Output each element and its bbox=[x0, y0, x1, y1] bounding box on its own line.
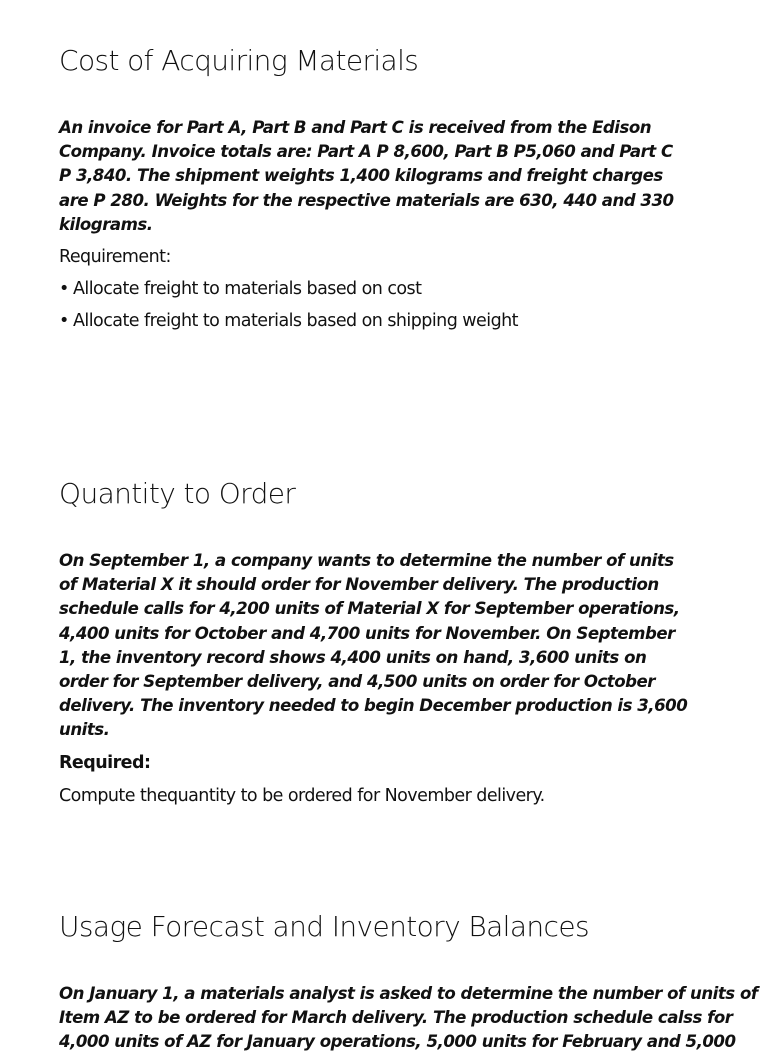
problem-line: of Material X it should order for November delivery. The production bbox=[59, 575, 659, 595]
slide-cost-of-acquiring-materials bbox=[59, 44, 719, 341]
problem-line: 1, the inventory record shows 4,400 units on hand, 3,600 units on bbox=[59, 647, 647, 667]
required-label: Required: bbox=[59, 752, 151, 773]
problem-line: P 3,840. The shipment weights 1,400 kilograms and freight charges bbox=[59, 166, 663, 186]
problem-line: are P 280. Weights for the respective materials are 630, 440 and 330 bbox=[59, 190, 674, 210]
problem-line: delivery. The inventory needed to begin December production is 3,600 bbox=[59, 696, 688, 716]
problem-statement bbox=[59, 549, 719, 743]
problem-line: On January 1, a materials analyst is asked to determine the number of units of bbox=[59, 984, 758, 1003]
problem-line: Company. Invoice totals are: Part A P 8,600, Part B P5,060 and Part C bbox=[59, 142, 673, 162]
bullet-icon: • bbox=[59, 311, 69, 332]
problem-line: 4,400 units for October and 4,700 units for November. On September bbox=[59, 623, 675, 643]
problem-statement bbox=[59, 982, 758, 1055]
problem-line: On September 1, a company wants to determine the number of units bbox=[59, 551, 674, 570]
slide-usage-forecast bbox=[59, 910, 758, 1055]
problem-line: Item AZ to be ordered for March delivery. The production schedule calss for bbox=[59, 1008, 733, 1028]
slide-quantity-to-order bbox=[59, 477, 719, 808]
requirement-list bbox=[59, 277, 719, 333]
requirement-item bbox=[59, 309, 719, 333]
problem-statement bbox=[59, 116, 719, 237]
slide-title: Usage Forecast and Inventory Balances bbox=[59, 910, 589, 943]
slide-title: Cost of Acquiring Materials bbox=[59, 44, 419, 77]
problem-line: 4,000 units of AZ for January operations, 5,000 units for February and 5,000 bbox=[59, 1032, 736, 1052]
requirement-item-text: Allocate freight to materials based on shipping weight bbox=[73, 311, 518, 332]
slide-title: Quantity to Order bbox=[59, 477, 296, 510]
problem-line: An invoice for Part A, Part B and Part C is received from the Edison bbox=[59, 118, 652, 137]
problem-line: units. bbox=[59, 720, 110, 740]
problem-line: schedule calls for 4,200 units of Material X for September operations, bbox=[59, 599, 680, 619]
requirement-label: Requirement: bbox=[59, 247, 171, 268]
required-text: Compute thequantity to be ordered for November delivery. bbox=[59, 785, 545, 806]
requirement-item bbox=[59, 277, 719, 301]
bullet-icon: • bbox=[59, 279, 69, 300]
problem-line: order for September delivery, and 4,500 units on order for October bbox=[59, 672, 655, 692]
problem-line: kilograms. bbox=[59, 214, 153, 234]
requirement-item-text: Allocate freight to materials based on cost bbox=[73, 279, 422, 300]
